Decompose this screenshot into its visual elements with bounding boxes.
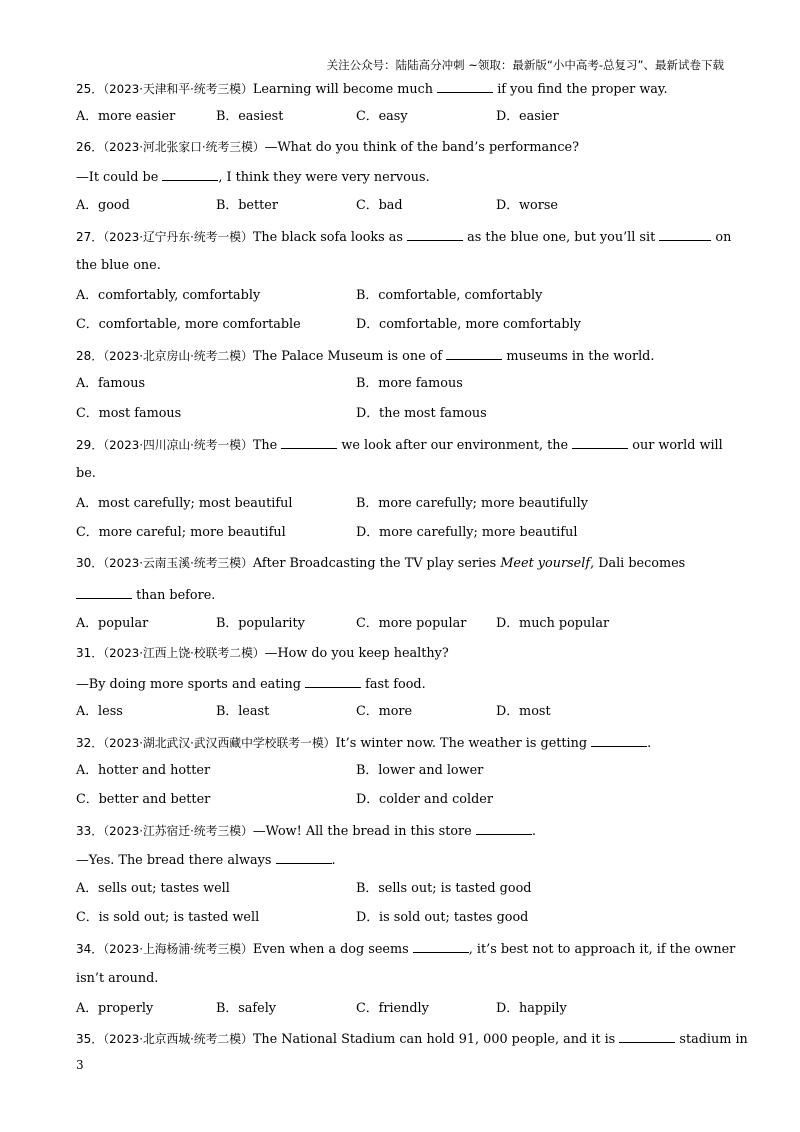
answer-blank	[413, 940, 469, 953]
page-number: 3	[76, 1058, 84, 1072]
option-b: B．more famous	[356, 376, 463, 391]
option-b: B．safely	[216, 1001, 277, 1016]
question-29: 29．（2023·四川凉山·统考一模）The we look after our environment, the our world will	[76, 438, 723, 453]
option-c: C．is sold out; is tasted well	[76, 910, 260, 925]
option-a: A．hotter and hotter	[76, 763, 211, 778]
option-a: A．comfortably, comfortably	[76, 288, 261, 303]
answer-blank	[619, 1030, 675, 1043]
option-d: D．worse	[496, 198, 558, 213]
answer-blank	[76, 586, 132, 599]
answer-blank	[572, 436, 628, 449]
question-26: 26．（2023·河北张家口·统考三模）—What do you think of the band’s performance?	[76, 140, 579, 155]
answer-blank	[446, 347, 502, 360]
option-a: A．sells out; tastes well	[76, 881, 230, 896]
question-30-line2: than before.	[76, 586, 215, 604]
question-31-line2: —By doing more sports and eating fast food.	[76, 677, 426, 692]
option-a: A．properly	[76, 1001, 154, 1016]
option-b: B．lower and lower	[356, 763, 484, 778]
option-d: D．the most famous	[356, 406, 487, 421]
answer-blank	[281, 436, 337, 449]
option-c: C．most famous	[76, 406, 182, 421]
option-c: C．better and better	[76, 792, 211, 807]
question-29-line2: be.	[76, 466, 96, 481]
question-27: 27．（2023·辽宁丹东·统考一模）The black sofa looks as as the blue one, but you’ll sit on	[76, 230, 732, 245]
option-d: D．most	[496, 704, 551, 719]
option-a: A．popular	[76, 616, 149, 631]
question-34: 34．（2023·上海杨浦·统考三模）Even when a dog seems , it’s best not to approach it, if the owner	[76, 942, 736, 957]
option-d: D．is sold out; tastes good	[356, 910, 529, 925]
option-d: D．happily	[496, 1001, 567, 1016]
answer-blank	[437, 80, 493, 93]
option-c: C．easy	[356, 109, 408, 124]
option-c: C．comfortable, more comfortable	[76, 317, 301, 332]
answer-blank	[591, 734, 647, 747]
option-d: D．easier	[496, 109, 559, 124]
answer-blank	[162, 168, 218, 181]
option-d: D．much popular	[496, 616, 610, 631]
question-25: 25．（2023·天津和平·统考三模）Learning will become much if you find the proper way.	[76, 82, 668, 97]
option-a: A．most carefully; most beautiful	[76, 496, 293, 511]
question-26-line2: —It could be , I think they were very nervous.	[76, 170, 430, 185]
page-header: 关注公众号：陆陆高分冲刺 ~领取：最新版“小中高考-总复习”、最新试卷下载	[326, 58, 724, 72]
option-d: D．comfortable, more comfortably	[356, 317, 581, 332]
option-a: A．famous	[76, 376, 146, 391]
option-c: C．more careful; more beautiful	[76, 525, 286, 540]
option-b: B．better	[216, 198, 278, 213]
question-27-line2: the blue one.	[76, 258, 161, 273]
option-c: C．bad	[356, 198, 403, 213]
option-c: C．more popular	[356, 616, 467, 631]
option-d: D．colder and colder	[356, 792, 493, 807]
option-a: A．good	[76, 198, 130, 213]
question-31: 31．（2023·江西上饶·校联考二模）—How do you keep healthy?	[76, 646, 449, 661]
question-28: 28．（2023·北京房山·统考二模）The Palace Museum is one of museums in the world.	[76, 349, 655, 364]
answer-blank	[407, 228, 463, 241]
question-32: 32．（2023·湖北武汉·武汉西藏中学校联考一模）It’s winter now. The weather is getting .	[76, 736, 652, 751]
option-b: B．more carefully; more beautifully	[356, 496, 588, 511]
option-b: B．comfortable, comfortably	[356, 288, 543, 303]
option-d: D．more carefully; more beautiful	[356, 525, 578, 540]
question-30: 30．（2023·云南玉溪·统考三模）After Broadcasting the TV play series Meet yourself, Dali becomes	[76, 556, 686, 571]
question-35: 35．（2023·北京西城·统考二模）The National Stadium can hold 91, 000 people, and it is stadium in	[76, 1032, 748, 1047]
answer-blank	[305, 675, 361, 688]
option-c: C．more	[356, 704, 413, 719]
answer-blank	[476, 822, 532, 835]
answer-blank	[659, 228, 711, 241]
option-b: B．sells out; is tasted good	[356, 881, 532, 896]
option-a: A．less	[76, 704, 123, 719]
option-c: C．friendly	[356, 1001, 429, 1016]
question-34-line2: isn’t around.	[76, 971, 159, 986]
option-b: B．popularity	[216, 616, 305, 631]
option-a: A．more easier	[76, 109, 176, 124]
option-b: B．least	[216, 704, 270, 719]
answer-blank	[276, 851, 332, 864]
question-33-line2: —Yes. The bread there always .	[76, 853, 336, 868]
option-b: B．easiest	[216, 109, 284, 124]
question-33: 33．（2023·江苏宿迁·统考三模）—Wow! All the bread in this store .	[76, 824, 536, 839]
